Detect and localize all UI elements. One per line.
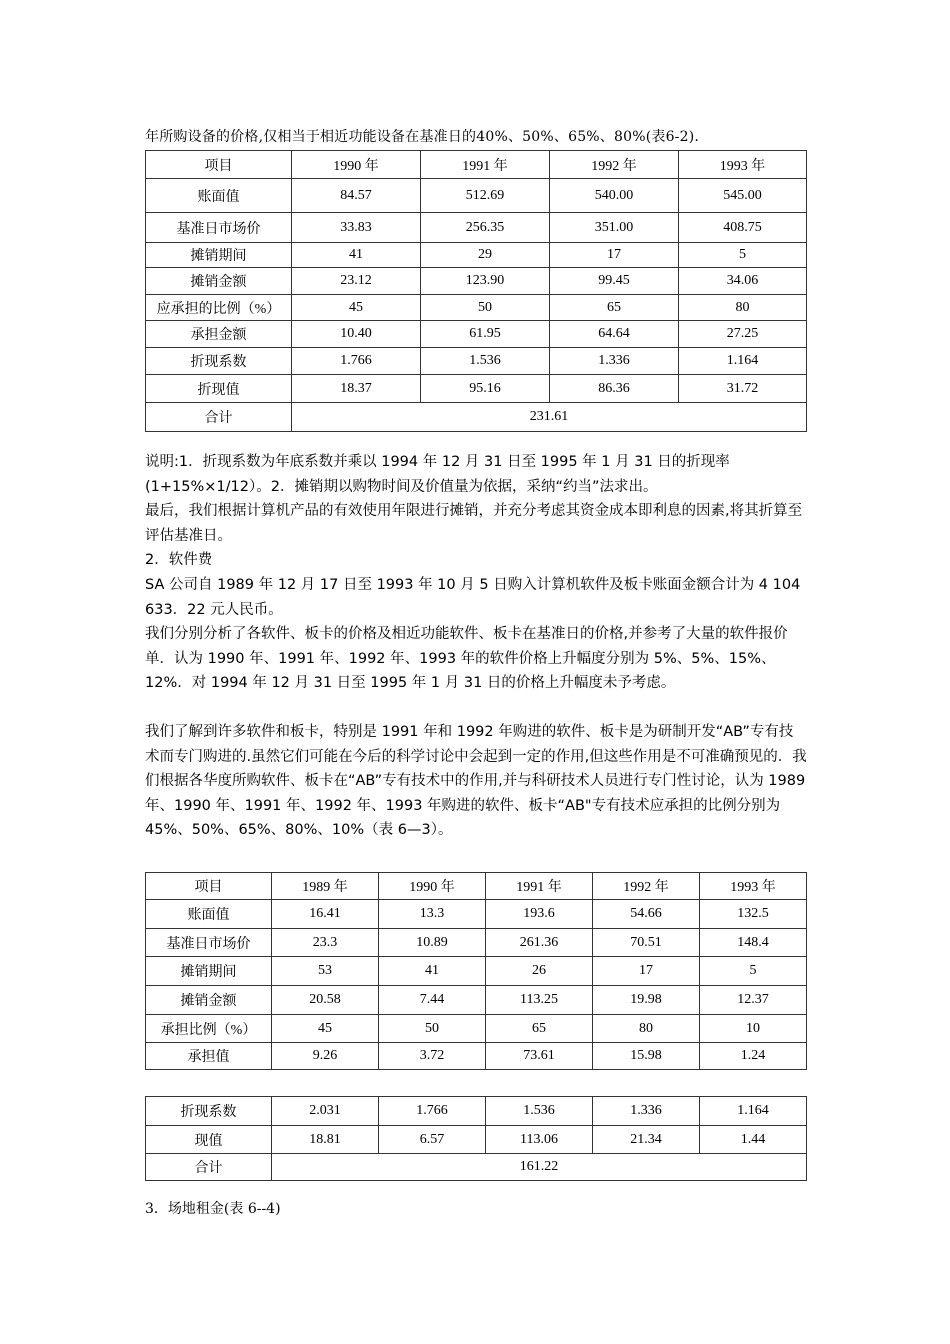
price-analysis-paragraph: 我们分别分析了各软件、板卡的价格及相近功能软件、板卡在基准日的价格,并参考了大量的软件报价单．认为 1990 年、1991 年、1992 年、1993 年的软件价格上升幅度分别为 5%、5%、15%、12%．对 1994 年 12 月 31 日至 1995 年 1 月 31 日的价格上升幅度未予考虑。 <box>145 626 788 691</box>
note-paragraph: 说明:1．折现系数为年底系数并乘以 1994 年 12 月 31 日至 1995 年 1 月 31 日的折现率(1+15%×1/12）。2．摊销期以购物时间及价值量为依据，采纳“约当”法求出。 <box>145 454 730 495</box>
value-cell: 408.75 <box>679 213 807 243</box>
table-header-row <box>146 873 807 900</box>
row-label-cell: 摊销期间 <box>146 957 272 986</box>
value-cell: 61.95 <box>421 321 550 348</box>
value-cell: 65 <box>550 295 679 321</box>
value-cell: 70.51 <box>593 929 700 957</box>
value-cell: 65 <box>486 1015 593 1043</box>
value-cell: 19.98 <box>593 986 700 1015</box>
value-cell: 2.031 <box>272 1097 379 1126</box>
table-row <box>146 243 807 268</box>
table-total-row <box>146 403 807 432</box>
value-cell: 29 <box>421 243 550 268</box>
ratio-paragraph: 我们了解到许多软件和板卡，特别是 1991 年和 1992 年购进的软件、板卡是为研制开发“AB”专有技术而专门购进的.虽然它们可能在今后的科学讨论中会起到一定的作用,但这些作用是不可准确预见的．我们根据各华度所购软件、板卡在“AB”专有技术中的作用,并与科研技术人员进行专门性讨论，认为 1989 年、1990 年、1991 年、1992 年、1993 年购进的软件、板卡“AB"专有技术应承担的比例分别为 45%、50%、65%、80%、10%（表 6—3）。 <box>145 724 807 838</box>
value-cell: 113.06 <box>486 1126 593 1154</box>
table-row <box>146 348 807 375</box>
value-cell: 6.57 <box>379 1126 486 1154</box>
row-label-cell: 基准日市场价 <box>146 929 272 957</box>
table-row <box>146 1043 807 1070</box>
row-label-cell: 摊销金额 <box>146 986 272 1015</box>
header-cell: 1991 年 <box>486 873 593 900</box>
row-label-cell: 承担值 <box>146 1043 272 1070</box>
header-cell: 项目 <box>146 151 292 179</box>
value-cell: 256.35 <box>421 213 550 243</box>
value-cell: 9.26 <box>272 1043 379 1070</box>
section-heading-software: 2．软件费 <box>145 552 213 568</box>
header-cell: 项目 <box>146 873 272 900</box>
value-cell: 84.57 <box>292 179 421 213</box>
value-cell: 86.36 <box>550 375 679 403</box>
value-cell: 113.25 <box>486 986 593 1015</box>
value-cell: 1.336 <box>550 348 679 375</box>
value-cell: 33.83 <box>292 213 421 243</box>
value-cell: 193.6 <box>486 900 593 929</box>
value-cell: 1.164 <box>700 1097 807 1126</box>
table-6-2 <box>145 150 807 432</box>
table-row <box>146 929 807 957</box>
intro-line: 年所购设备的价格,仅相当于相近功能设备在基准日的40%、50%、65%、80%(表6-2). <box>145 129 700 145</box>
value-cell: 20.58 <box>272 986 379 1015</box>
table-row <box>146 213 807 243</box>
value-cell: 18.37 <box>292 375 421 403</box>
value-cell: 80 <box>679 295 807 321</box>
row-label-cell: 折现系数 <box>146 348 292 375</box>
section-heading-rent: 3．场地租金(表 6--4) <box>145 1201 281 1217</box>
value-cell: 26 <box>486 957 593 986</box>
value-cell: 1.44 <box>700 1126 807 1154</box>
row-label-cell: 承担比例（%） <box>146 1015 272 1043</box>
total-label-cell: 合计 <box>146 1154 272 1181</box>
table-row <box>146 900 807 929</box>
value-cell: 23.12 <box>292 268 421 295</box>
row-label-cell: 账面值 <box>146 179 292 213</box>
value-cell: 50 <box>421 295 550 321</box>
value-cell: 99.45 <box>550 268 679 295</box>
header-cell: 1990 年 <box>379 873 486 900</box>
summary-paragraph: 最后，我们根据计算机产品的有效使用年限进行摊销，并充分考虑其资金成本即利息的因素,将其折算至评估基准日。 <box>145 503 803 544</box>
total-label-cell: 合计 <box>146 403 292 432</box>
value-cell: 12.37 <box>700 986 807 1015</box>
value-cell: 5 <box>700 957 807 986</box>
header-cell: 1992 年 <box>593 873 700 900</box>
value-cell: 10.40 <box>292 321 421 348</box>
header-cell: 1992 年 <box>550 151 679 179</box>
row-label-cell: 摊销金额 <box>146 268 292 295</box>
table-row <box>146 957 807 986</box>
value-cell: 54.66 <box>593 900 700 929</box>
value-cell: 3.72 <box>379 1043 486 1070</box>
total-value-cell: 231.61 <box>292 403 807 432</box>
row-label-cell: 应承担的比例（%） <box>146 295 292 321</box>
table-header-row <box>146 151 807 179</box>
table-row <box>146 986 807 1015</box>
value-cell: 17 <box>550 243 679 268</box>
header-cell: 1990 年 <box>292 151 421 179</box>
value-cell: 7.44 <box>379 986 486 1015</box>
table-row <box>146 295 807 321</box>
value-cell: 1.766 <box>379 1097 486 1126</box>
value-cell: 10.89 <box>379 929 486 957</box>
value-cell: 41 <box>292 243 421 268</box>
value-cell: 15.98 <box>593 1043 700 1070</box>
value-cell: 1.336 <box>593 1097 700 1126</box>
value-cell: 1.536 <box>421 348 550 375</box>
header-cell: 1989 年 <box>272 873 379 900</box>
table-row <box>146 1015 807 1043</box>
value-cell: 540.00 <box>550 179 679 213</box>
value-cell: 1.164 <box>679 348 807 375</box>
table-row <box>146 268 807 295</box>
value-cell: 45 <box>272 1015 379 1043</box>
value-cell: 73.61 <box>486 1043 593 1070</box>
value-cell: 45 <box>292 295 421 321</box>
value-cell: 41 <box>379 957 486 986</box>
value-cell: 261.36 <box>486 929 593 957</box>
value-cell: 95.16 <box>421 375 550 403</box>
value-cell: 13.3 <box>379 900 486 929</box>
value-cell: 148.4 <box>700 929 807 957</box>
value-cell: 16.41 <box>272 900 379 929</box>
table-row <box>146 1126 807 1154</box>
value-cell: 34.06 <box>679 268 807 295</box>
value-cell: 1.24 <box>700 1043 807 1070</box>
row-label-cell: 摊销期间 <box>146 243 292 268</box>
value-cell: 80 <box>593 1015 700 1043</box>
header-cell: 1993 年 <box>679 151 807 179</box>
value-cell: 512.69 <box>421 179 550 213</box>
value-cell: 31.72 <box>679 375 807 403</box>
total-value-cell: 161.22 <box>272 1154 807 1181</box>
value-cell: 123.90 <box>421 268 550 295</box>
table-row <box>146 321 807 348</box>
value-cell: 27.25 <box>679 321 807 348</box>
value-cell: 545.00 <box>679 179 807 213</box>
value-cell: 5 <box>679 243 807 268</box>
table-row <box>146 179 807 213</box>
table-6-3-bottom <box>145 1096 807 1181</box>
value-cell: 132.5 <box>700 900 807 929</box>
value-cell: 1.536 <box>486 1097 593 1126</box>
value-cell: 53 <box>272 957 379 986</box>
row-label-cell: 账面值 <box>146 900 272 929</box>
value-cell: 17 <box>593 957 700 986</box>
table-row <box>146 375 807 403</box>
value-cell: 10 <box>700 1015 807 1043</box>
value-cell: 50 <box>379 1015 486 1043</box>
row-label-cell: 折现系数 <box>146 1097 272 1126</box>
value-cell: 1.766 <box>292 348 421 375</box>
row-label-cell: 现值 <box>146 1126 272 1154</box>
header-cell: 1991 年 <box>421 151 550 179</box>
row-label-cell: 基准日市场价 <box>146 213 292 243</box>
row-label-cell: 折现值 <box>146 375 292 403</box>
table-6-3-top <box>145 872 807 1070</box>
value-cell: 351.00 <box>550 213 679 243</box>
table-row <box>146 1097 807 1126</box>
value-cell: 21.34 <box>593 1126 700 1154</box>
value-cell: 64.64 <box>550 321 679 348</box>
row-label-cell: 承担金额 <box>146 321 292 348</box>
software-amount-paragraph: SA 公司自 1989 年 12 月 17 日至 1993 年 10 月 5 日购入计算机软件及板卡账面金额合计为 4 104 633．22 元人民币。 <box>145 577 801 618</box>
table-total-row <box>146 1154 807 1181</box>
header-cell: 1993 年 <box>700 873 807 900</box>
value-cell: 23.3 <box>272 929 379 957</box>
value-cell: 18.81 <box>272 1126 379 1154</box>
